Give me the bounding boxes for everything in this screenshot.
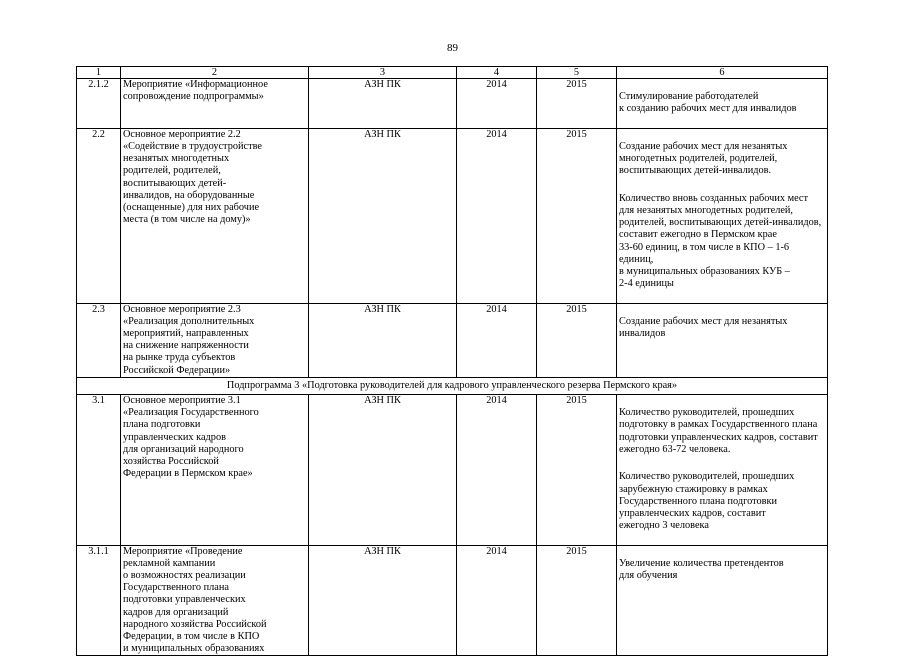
result-paragraph: Увеличение количества претендентов для обучения [619, 557, 784, 581]
col-header-3: 3 [309, 67, 457, 79]
start-year: 2014 [457, 395, 537, 545]
start-year: 2014 [457, 303, 537, 377]
row-number: 2.2 [77, 128, 121, 303]
col-header-5: 5 [537, 67, 617, 79]
subprogram-title: Подпрограмма 3 «Подготовка руководителей для кадрового управленческого резерва Пермского края» [77, 377, 828, 394]
end-year: 2015 [537, 79, 617, 129]
expected-results [617, 128, 828, 303]
col-header-1: 1 [77, 67, 121, 79]
table-row [77, 545, 828, 656]
end-year: 2015 [537, 395, 617, 545]
table-row [77, 128, 828, 303]
col-header-2: 2 [121, 67, 309, 79]
executor: АЗН ПК [309, 545, 457, 656]
row-number: 2.3 [77, 303, 121, 377]
activity-name: Основное мероприятие 3.1 «Реализация Государственного плана подготовки управленческих кадров для организаций народного хозяйства Российской Федерации в Пермском крае» [121, 395, 309, 545]
activity-name: Основное мероприятие 2.2 «Содействие в трудоустройстве незанятых многодетных родителей, родителей, воспитывающих детей- инвалидов, на оборудованные (оснащенные) для них рабочие места (в том числе на дому)» [121, 128, 309, 303]
table-row [77, 79, 828, 129]
executor: АЗН ПК [309, 79, 457, 129]
result-paragraph: Стимулирование работодателей к созданию рабочих мест для инвалидов [619, 91, 797, 115]
expected-results [617, 303, 828, 377]
start-year: 2014 [457, 545, 537, 656]
page-number: 89 [447, 42, 458, 54]
result-paragraph: Создание рабочих мест для незанятых многодетных родителей, родителей, воспитывающих детей-инвалидов. [619, 141, 788, 177]
start-year: 2014 [457, 79, 537, 129]
table-row [77, 303, 828, 377]
result-paragraph: Количество руководителей, прошедших зарубежную стажировку в рамках Государственного плана подготовки управленческих кадров, составит ежегодно 3 человека [619, 471, 795, 532]
end-year: 2015 [537, 303, 617, 377]
executor: АЗН ПК [309, 128, 457, 303]
result-paragraph: Создание рабочих мест для незанятых инвалидов [619, 315, 788, 340]
end-year: 2015 [537, 128, 617, 303]
executor: АЗН ПК [309, 395, 457, 545]
col-header-4: 4 [457, 67, 537, 79]
executor: АЗН ПК [309, 303, 457, 377]
result-paragraph: Количество руководителей, прошедших подготовку в рамках Государственного плана подготовки управленческих кадров, составит ежегодно 63-72 человека. [619, 407, 818, 455]
row-number: 2.1.2 [77, 79, 121, 129]
subprogram-row [77, 377, 828, 394]
activity-name: Мероприятие «Информационное сопровождение подпрограммы» [121, 79, 309, 129]
activity-name: Мероприятие «Проведение рекламной кампании о возможностях реализации Государственного плана подготовки управленческих кадров для организаций народного хозяйства Российской Федерации, в том числе в КПО и муниципальных образованиях [121, 545, 309, 656]
table-row [77, 395, 828, 545]
header-row [77, 67, 828, 79]
expected-results [617, 395, 828, 545]
expected-results [617, 545, 828, 656]
start-year: 2014 [457, 128, 537, 303]
end-year: 2015 [537, 545, 617, 656]
activity-name: Основное мероприятие 2.3 «Реализация дополнительных мероприятий, направленных на снижение напряженности на рынке труда субъектов Российской Федерации» [121, 303, 309, 377]
result-paragraph: Количество вновь созданных рабочих мест для незанятых многодетных родителей, родителей, воспитывающих детей-инвалидов, составит ежегодно в Пермском крае 33-60 единиц, в том числе в КПО – 1-6 единиц, в муниципальных образованиях КУБ – 2-4 единицы [619, 192, 822, 290]
expected-results [617, 79, 828, 129]
row-number: 3.1 [77, 395, 121, 545]
row-number: 3.1.1 [77, 545, 121, 656]
col-header-6: 6 [617, 67, 828, 79]
program-table [76, 66, 828, 656]
